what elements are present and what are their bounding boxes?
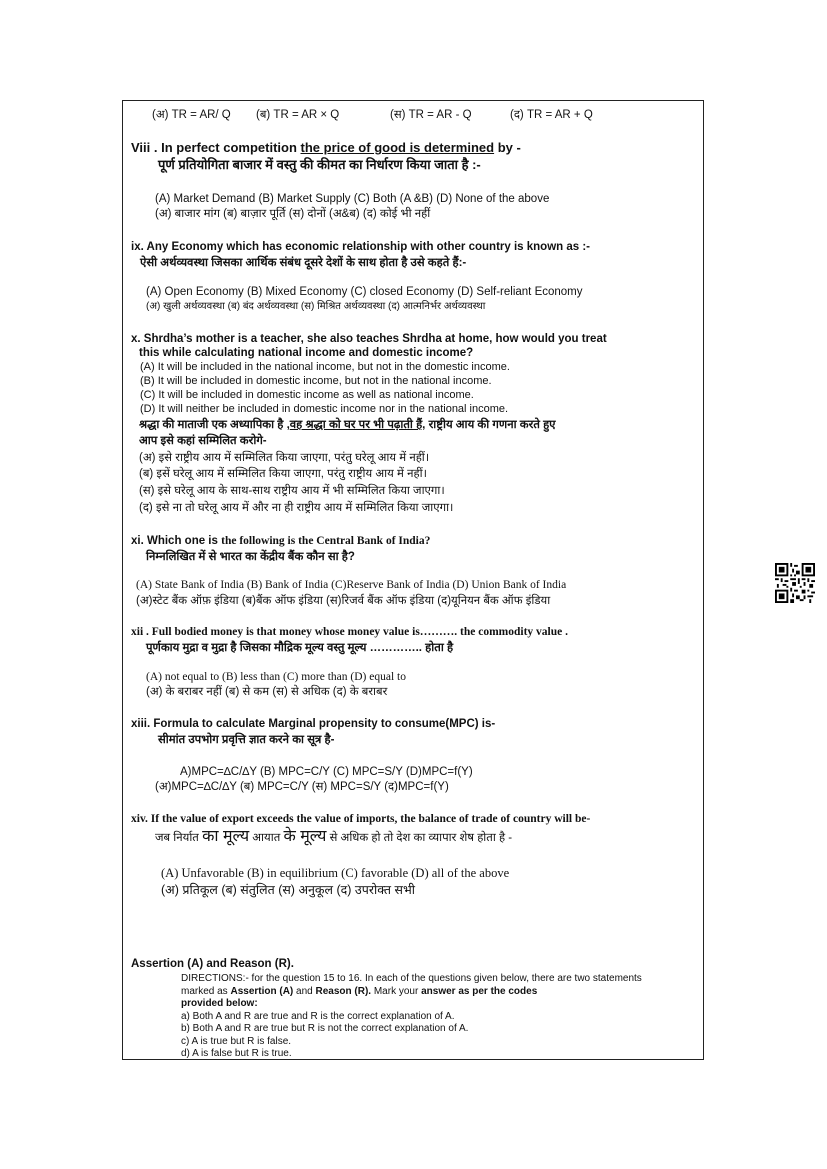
q12-options-en: (A) not equal to (B) less than (C) more than (D) equal to — [146, 671, 406, 683]
q13-options-hi: (अ)MPC=∆C/∆Y (ब) MPC=C/Y (स) MPC=S/Y (द)MPC=f(Y) — [155, 781, 449, 793]
q13-options-en: A)MPC=∆C/∆Y (B) MPC=C/Y (C) MPC=S/Y (D)MPC=f(Y) — [180, 766, 473, 778]
assertion-code-b: b) Both A and R are true but R is not the correct explanation of A. — [181, 1023, 469, 1034]
assertion-directions-line2: marked as Assertion (A) and Reason (R). Mark your answer as per the codes — [181, 986, 538, 997]
q7-option-c: (स) TR = AR - Q — [390, 109, 472, 121]
q10-hindi-option-c: (स) इसे घरेलू आय के साथ-साथ राष्ट्रीय आय में भी सम्मिलित किया जाएगा। — [139, 485, 445, 497]
q8-options-en: (A) Market Demand (B) Market Supply (C) Both (A &B) (D) None of the above — [155, 193, 550, 205]
q8-options-hi: (अ) बाजार मांग (ब) बाज़ार पूर्ति (स) दोनों (अ&ब) (द) कोई भी नहीं — [155, 208, 431, 220]
q12-question: xii . Full bodied money is that money whose money value is………. the commodity value . — [131, 626, 569, 638]
assertion-directions-line3: provided below: — [181, 998, 258, 1009]
q11-options-en: (A) State Bank of India (B) Bank of India (C)Reserve Bank of India (D) Union Bank of India — [136, 579, 567, 591]
q9-hindi: ऐसी अर्थव्यवस्था जिसका आर्थिक संबंध दूसरे देशों के साथ होता है उसे कहते हैं:- — [140, 257, 467, 269]
q10-hindi-line1: श्रद्धा की माताजी एक अध्यापिका है ,वह श्रद्धा को घर पर भी पढ़ाती हैं, राष्ट्रीय आय की गणना करते हुए — [139, 419, 556, 431]
q10-hindi-line2: आप इसे कहां सम्मिलित करोगे- — [139, 435, 267, 447]
assertion-directions-line1: DIRECTIONS:- for the question 15 to 16. In each of the questions given below, there are two statements — [181, 973, 642, 984]
q11-question: xi. Which one is the following is the Central Bank of India? — [131, 535, 431, 547]
q7-option-d: (द) TR = AR + Q — [510, 109, 593, 121]
q12-hindi: पूर्णकाय मुद्रा व मुद्रा है जिसका मौद्रिक मूल्य वस्तु मूल्य ………….. होता है — [146, 642, 454, 654]
assertion-code-c: c) A is true but R is false. — [181, 1036, 292, 1047]
q13-question: xiii. Formula to calculate Marginal propensity to consume(MPC) is- — [131, 718, 496, 730]
q11-hindi: निम्नलिखित में से भारत का केंद्रीय बैंक कौन सा है? — [146, 551, 355, 563]
q10-hindi-option-a: (अ) इसे राष्ट्रीय आय में सम्मिलित किया जाएगा, परंतु घरेलू आय में नहीं। — [139, 452, 430, 464]
q14-options-en: (A) Unfavorable (B) in equilibrium (C) favorable (D) all of the above — [161, 866, 510, 880]
q14-hindi: जब निर्यात का मूल्य आयात के मूल्य से अधिक हो तो देश का व्यापार शेष होता है - — [155, 828, 513, 845]
q10-option-a: (A) It will be included in the national income, but not in the domestic income. — [140, 361, 510, 373]
q9-question: ix. Any Economy which has economic relationship with other country is known as :- — [131, 241, 591, 253]
q7-option-a: (अ) TR = AR/ Q — [152, 109, 231, 121]
q10-option-d: (D) It will neither be included in domestic income nor in the national income. — [140, 403, 509, 415]
q8-question: Viii . In perfect competition the price of good is determined by - — [131, 140, 521, 155]
q8-hindi: पूर्ण प्रतियोगिता बाजार में वस्तु की कीमत का निर्धारण किया जाता है :- — [158, 157, 481, 172]
q14-question: xiv. If the value of export exceeds the value of imports, the balance of trade of country will be- — [131, 813, 591, 825]
q10-option-b: (B) It will be included in domestic income, but not in the national income. — [140, 375, 492, 387]
qr-code-icon — [775, 563, 815, 603]
assertion-code-a: a) Both A and R are true and R is the correct explanation of A. — [181, 1011, 455, 1022]
assertion-code-d: d) A is false but R is true. — [181, 1048, 292, 1059]
q14-options-hi: (अ) प्रतिकूल (ब) संतुलित (स) अनुकूल (द) उपरोक्त सभी — [161, 883, 415, 897]
q7-option-b: (ब) TR = AR × Q — [256, 109, 340, 121]
q10-hindi-option-d: (द) इसे ना तो घरेलू आय में और ना ही राष्ट्रीय आय में सम्मिलित किया जाएगा। — [139, 502, 454, 514]
assertion-heading: Assertion (A) and Reason (R). — [131, 958, 294, 970]
q13-hindi: सीमांत उपभोग प्रवृत्ति ज्ञात करने का सूत्र है- — [158, 734, 335, 746]
q10-hindi-option-b: (ब) इसें घरेलू आय में सम्मिलित किया जाएगा, परंतु राष्ट्रीय आय में नहीं। — [139, 468, 427, 480]
q12-options-hi: (अ) के बराबर नहीं (ब) से कम (स) से अधिक (द) के बराबर — [146, 686, 388, 698]
q10-option-c: (C) It will be included in domestic income as well as national income. — [140, 389, 474, 401]
q11-options-hi: (अ)स्टेट बैंक ऑफ़ इंडिया (ब)बैंक ऑफ इंडिया (स)रिजर्व बैंक ऑफ इंडिया (द)यूनियन बैंक ऑफ इंडिया — [136, 595, 551, 607]
q9-options-hi: (अ) खुली अर्थव्यवस्था (ब) बंद अर्थव्यवस्था (स) मिश्रित अर्थव्यवस्था (द) आत्मनिर्भर अर्थव्यवस्था — [146, 301, 486, 312]
q10-question-line2: this while calculating national income and domestic income? — [139, 347, 474, 359]
q10-question-line1: x. Shrdha’s mother is a teacher, she also teaches Shrdha at home, how would you treat — [131, 333, 607, 345]
q9-options-en: (A) Open Economy (B) Mixed Economy (C) closed Economy (D) Self-reliant Economy — [146, 286, 583, 298]
